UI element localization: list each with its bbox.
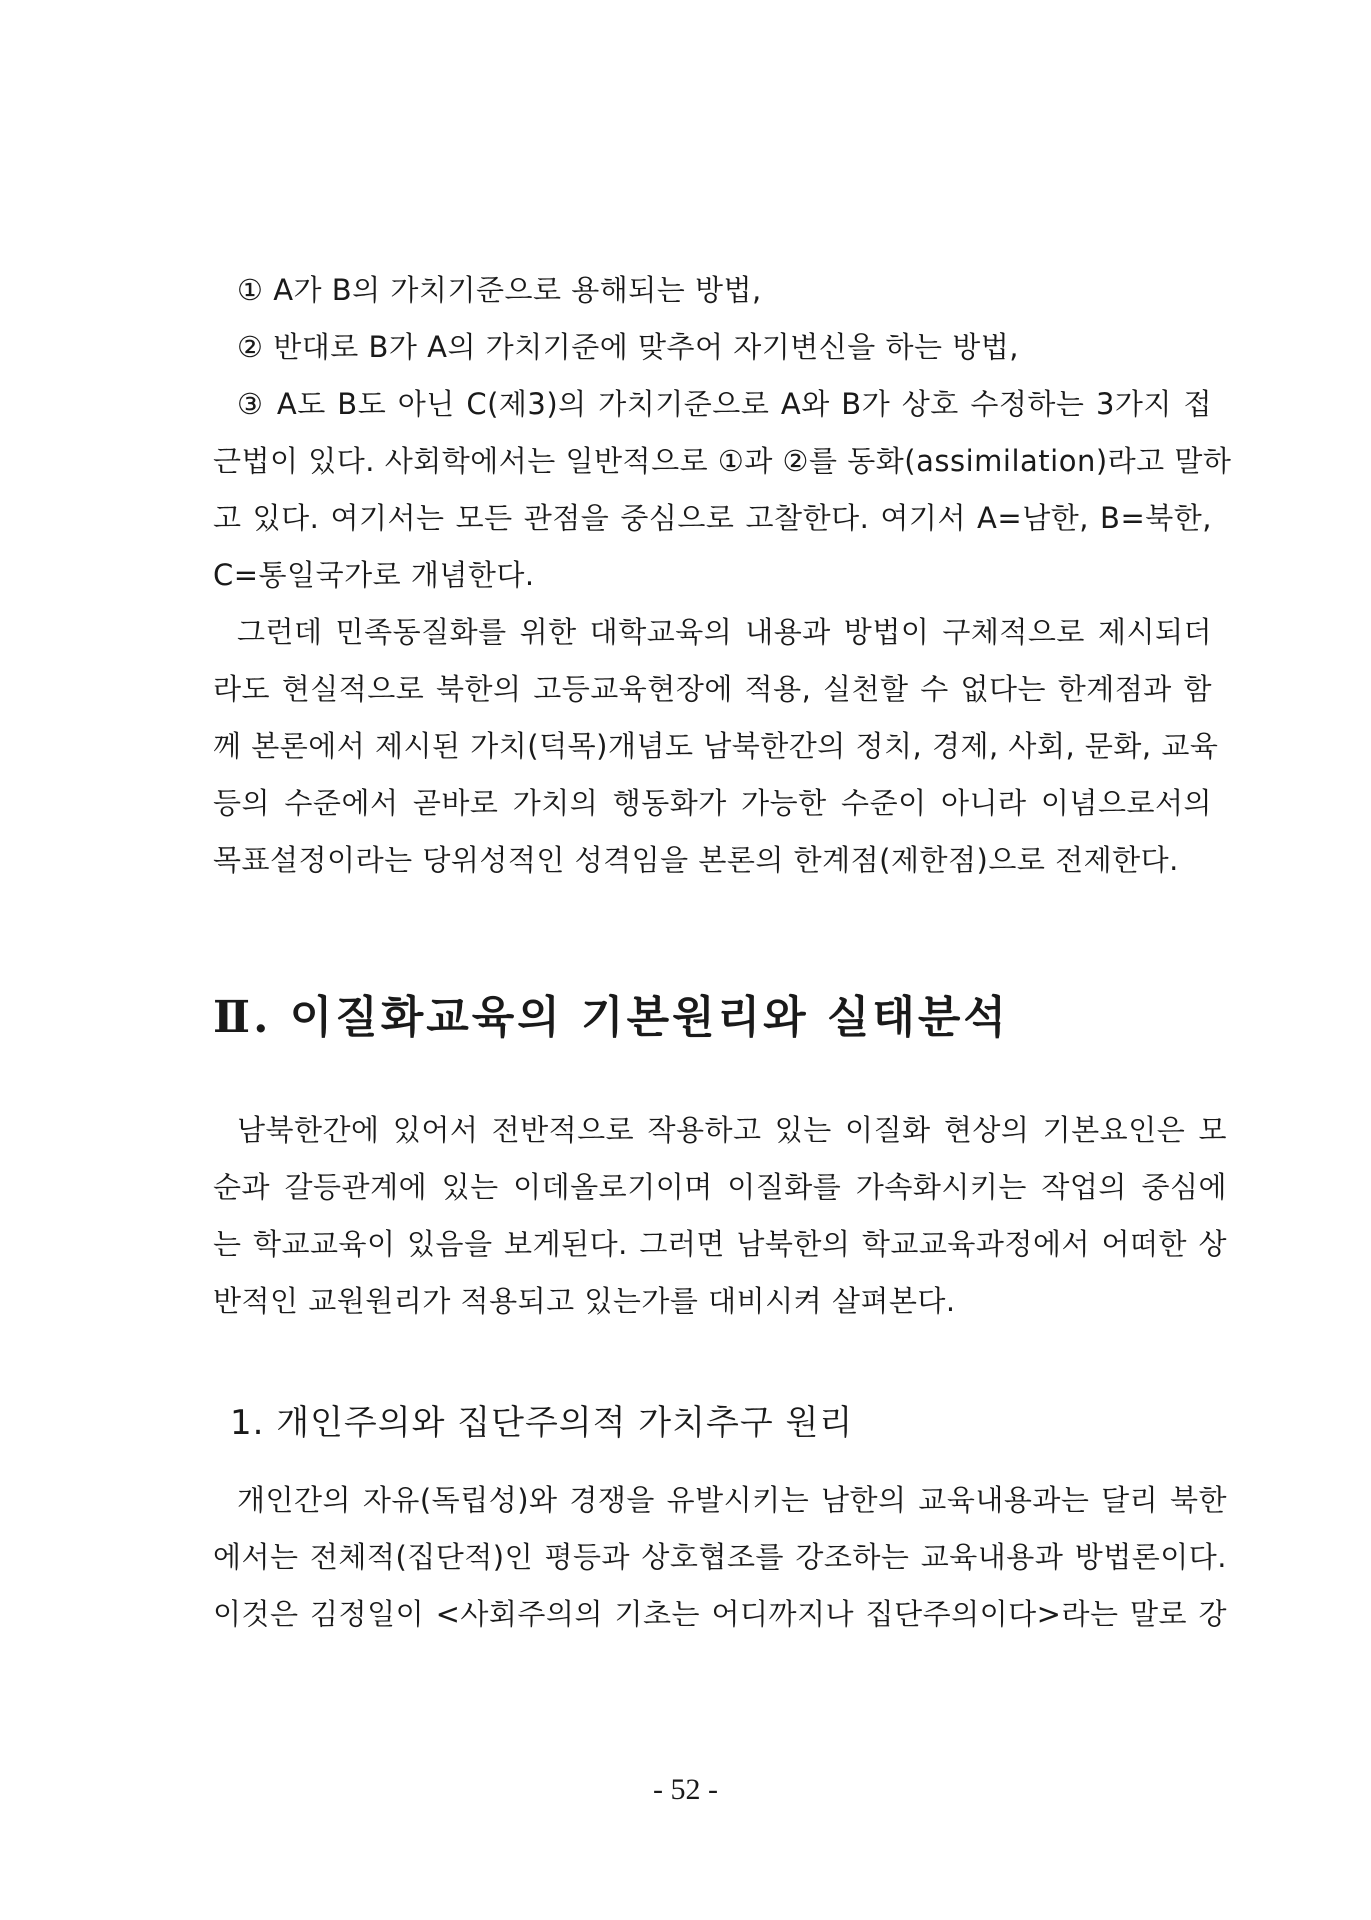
page-number: - 52 - <box>653 1773 718 1806</box>
paragraph-3-line-2-text: 순과 갈등관계에 있는 이데올로기이며 이질화를 가속화시키는 작업의 중심에 <box>213 1170 1227 1204</box>
paragraph-2-line-4 <box>213 783 1212 823</box>
paragraph-4-line-1 <box>237 1480 1227 1520</box>
paragraph-3-line-4: 반적인 교원원리가 적용되고 있는가를 대비시켜 살펴본다. <box>213 1284 956 1318</box>
paragraph-1-line-1-text: 근법이 있다. 사회학에서는 일반적으로 ①과 ②를 동화(assimilation)라고 말하 <box>213 444 1232 478</box>
paragraph-2-line-1 <box>237 612 1212 652</box>
paragraph-3-line-1-text: 남북한간에 있어서 전반적으로 작용하고 있는 이질화 현상의 기본요인은 모 <box>237 1113 1227 1147</box>
paragraph-3-line-3-text: 는 학교교육이 있음을 보게된다. 그러면 남북한의 학교교육과정에서 어떠한 상 <box>213 1227 1227 1261</box>
paragraph-1-line-3: C=통일국가로 개념한다. <box>213 558 535 592</box>
paragraph-3-line-3 <box>213 1224 1227 1264</box>
sub-heading: 1. 개인주의와 집단주의적 가치추구 원리 <box>230 1403 854 1443</box>
paragraph-4-line-2-text: 에서는 전체적(집단적)인 평등과 상호협조를 강조하는 교육내용과 방법론이다. <box>213 1540 1227 1574</box>
paragraph-1-line-2 <box>213 498 1212 538</box>
paragraph-3-line-2 <box>213 1167 1227 1207</box>
paragraph-2-line-1-text: 그런데 민족동질화를 위한 대학교육의 내용과 방법이 구체적으로 제시되더 <box>237 615 1212 649</box>
list-item-3-text: ③ A도 B도 아닌 C(제3)의 가치기준으로 A와 B가 상호 수정하는 3가지 접 <box>237 387 1212 421</box>
paragraph-2-line-2 <box>213 669 1212 709</box>
paragraph-4-line-3 <box>213 1594 1227 1634</box>
paragraph-4-line-3-text: 이것은 김정일이 <사회주의의 기초는 어디까지나 집단주의이다>라는 말로 강 <box>213 1597 1227 1631</box>
section-heading: Ⅱ. 이질화교육의 기본원리와 실태분석 <box>213 992 1009 1043</box>
paragraph-1-line-2-text: 고 있다. 여기서는 모든 관점을 중심으로 고찰한다. 여기서 A=남한, B=북한, <box>213 501 1212 535</box>
paragraph-1-line-1 <box>213 441 1232 481</box>
paragraph-2-line-3 <box>213 726 1219 766</box>
paragraph-2-line-5: 목표설정이라는 당위성적인 성격임을 본론의 한계점(제한점)으로 전제한다. <box>213 843 1179 877</box>
paragraph-4-line-1-text: 개인간의 자유(독립성)와 경쟁을 유발시키는 남한의 교육내용과는 달리 북한 <box>237 1483 1227 1517</box>
paragraph-2-line-4-text: 등의 수준에서 곧바로 가치의 행동화가 가능한 수준이 아니라 이념으로서의 <box>213 786 1212 820</box>
paragraph-2-line-2-text: 라도 현실적으로 북한의 고등교육현장에 적용, 실천할 수 없다는 한계점과 함 <box>213 672 1212 706</box>
list-item-1: ① A가 B의 가치기준으로 용해되는 방법, <box>237 273 762 307</box>
paragraph-4-line-2 <box>213 1537 1227 1577</box>
list-item-3 <box>237 384 1212 424</box>
list-item-2: ② 반대로 B가 A의 가치기준에 맞추어 자기변신을 하는 방법, <box>237 330 1020 364</box>
paragraph-3-line-1 <box>237 1110 1227 1150</box>
paragraph-2-line-3-text: 께 본론에서 제시된 가치(덕목)개념도 남북한간의 정치, 경제, 사회, 문화, 교육 <box>213 729 1219 763</box>
